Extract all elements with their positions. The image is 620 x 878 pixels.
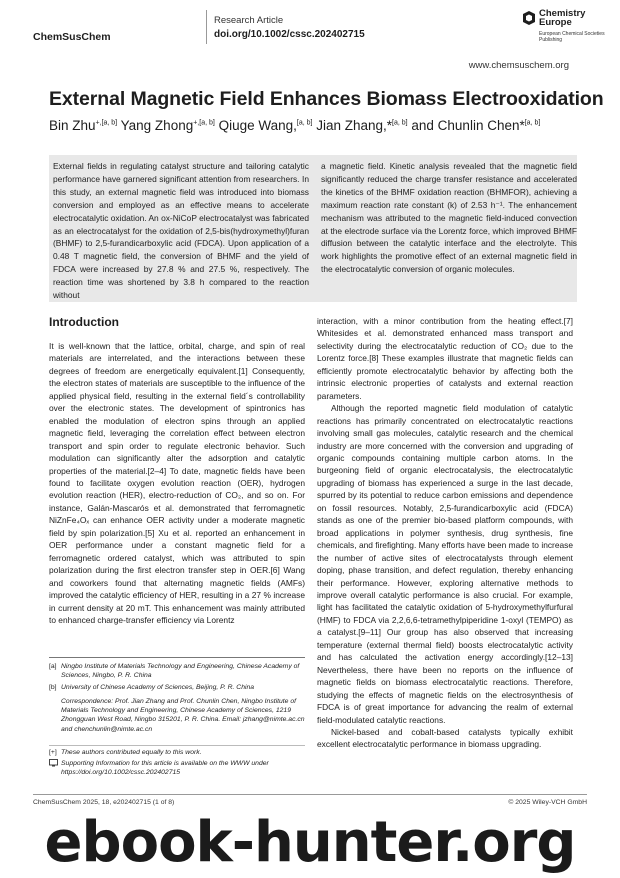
doi-link[interactable]: doi.org/10.1002/cssc.202402715 [214, 29, 365, 40]
affiliation-b [49, 683, 305, 692]
author-name: Yang Zhong [120, 118, 194, 133]
author-list [49, 118, 540, 133]
article-type: Research Article [214, 15, 284, 26]
abstract-text-right: a magnetic field. Kinetic analysis revealed that the magnetic field significantly reduced the charge transfer resistance and accelerated the kinetics of the BHMF oxidation reaction (BHMFOR), achieving a maximum reaction rate constant (k) of 2.53 h⁻¹. The enhancement mechanism was attributed to the magnetic field-induced convection at the electrode surface via the Lorentz force, which improved BHMF diffusion between the catalytic interface and the electrolyte. This work highlights the promotive effect of an external magnetic field in the electrocatalytic conversion of organic molecules. [321, 161, 577, 275]
publisher-name [539, 9, 585, 27]
intro-paragraph-1-cont: interaction, with a minor contribution from the heating effect.[7] Whitesides et al. demonstrated enhanced mass transport and selectivity during the electrocatalytic reduction of CO₂ due to the Lorentz force.[8] These examples illustrate that magnetic fields can efficiently promote electrocatalytic behavior by affecting both the intrinsic electronic properties of catalysts and external reaction parameters. [317, 316, 573, 401]
intro-paragraph-1: It is well-known that the lattice, orbital, charge, and spin of real materials are interrelated, and the interactions between these degrees of freedom are energetically equivalent.[1] Consequently, the electron states of materials are susceptible to the influence of the applied physical field, resulting in the external field´s controllability over the electronic states. The development of spintronics has enabled the modulation of electron spins through an applied magnetic field, leveraging the correlation effect between electron transport and spin order to regulate electronic behavior. Such modulation can significantly alter the adsorption and catalytic properties of the material.[2–4] To date, magnetic fields have been found to facilitate oxygen evolution reaction (OER), hydrogen evolution reaction (HER), electro-reduction of CO₂, and so on. For instance, Galán-Mascarós et al. demonstrated that ferromagnetic NiZnFe₄Oₓ can enhance OER activity under a moderate magnetic field by spin polarization.[5] Xu et al. reported an enhancement in OER performance under a constant magnetic field for a ferromagnetic ordered catalyst, which was attributed to spin polarization during the first electron transfer step in OER.[6] Wang and coworkers found that alternating magnetic fields (AMFs) improved the catalytic efficiency of HER, resulting in a 27 % increase in current density at 20 mT. This enhancement was mainly attributed to enhanced charge-transfer efficiency via Lorentz [49, 341, 305, 625]
article-title: External Magnetic Field Enhances Biomass Electrooxidation [49, 88, 604, 110]
footer-divider [33, 794, 587, 795]
author-affil: +,[a, b] [193, 119, 215, 127]
abstract-right-column [317, 160, 581, 276]
footnote-divider-2 [49, 745, 305, 746]
equal-contribution-text: These authors contributed equally to this work. [61, 749, 202, 756]
author-affil: [a, b] [392, 119, 408, 127]
correspondence-note [49, 697, 305, 734]
footnote-divider [49, 657, 305, 658]
supporting-info-note [49, 759, 305, 777]
affiliation-label: [a] [49, 663, 57, 670]
publisher-subtitle: European Chemical Societies Publishing [539, 31, 605, 43]
affiliation-a [49, 662, 305, 680]
abstract-text-left: External fields in regulating catalyst structure and tailoring catalytic performance have garnered significant attention from researchers. In this study, an external magnetic field was introduced into biomass conversion and employed as an effective means to accelerate electrocatalytic oxidation. An ox-NiCoP electrocatalyst was fabricated as an electrocatalyst for the oxidation of 2,5-bis(hydroxymethyl)furan (BHMF) to 2,5-furandicarboxylic acid (FDCA). Upon application of a 0.48 T magnetic field, the conversion of BHMF and the yield of FDCA were increased by 27.8 % and 27.5 %, respectively. The reaction time was shortened by 3.8 h compared to the reaction without [53, 161, 309, 301]
correspondence-text: Correspondence: Prof. Jian Zhang and Prof. Chunlin Chen, Ningbo Institute of Materials Technology and Engineering, Chinese Academy of Sciences, 1219 Zhongguan West Road, Ningbo 315201, P. R. China. Email: jzhang@nimte.ac.cn and chenchunlin@nimte.ac.cn [61, 698, 305, 733]
author-name: Qiuge Wang, [218, 118, 297, 133]
body-left-column [49, 340, 305, 626]
page-citation: ChemSusChem 2025, 18, e202402715 (1 of 8) [33, 799, 175, 806]
publisher-name-line2: Europe [539, 17, 572, 28]
publisher-name-line1: Chemistry [539, 8, 586, 19]
author-affil: [a, b] [296, 119, 313, 127]
journal-name: ChemSusChem [33, 31, 111, 43]
intro-paragraph-3: Nickel-based and cobalt-based catalysts typically exhibit excellent electrocatalytic performance in biomass upgrading. [317, 726, 573, 750]
monitor-icon [49, 759, 58, 770]
section-heading-introduction: Introduction [49, 315, 119, 329]
author-affil: +,[a, b] [95, 119, 118, 127]
affiliation-label: [b] [49, 684, 57, 691]
affiliation-text: Ningbo Institute of Materials Technology and Engineering, Chinese Academy of Sciences, Ningbo, P. R. China [61, 663, 300, 680]
watermark: ebook-hunter.org [44, 810, 576, 875]
author-name: Jian Zhang,* [316, 118, 393, 133]
author-affil: [a, b] [524, 119, 541, 127]
author-name: Bin Zhu [49, 118, 96, 133]
equal-contribution-note [49, 748, 305, 757]
affiliation-text: University of Chinese Academy of Sciences, Beijing, P. R. China [61, 684, 255, 691]
equal-contribution-label: [+] [49, 749, 57, 756]
journal-website[interactable]: www.chemsuschem.org [468, 60, 569, 71]
author-name: and Chunlin Chen* [411, 118, 525, 133]
copyright: © 2025 Wiley-VCH GmbH [508, 799, 587, 806]
header-divider [206, 10, 207, 44]
supporting-info-text: Supporting Information for this article is available on the WWW under https://doi.org/10.1002/cssc.202402715 [61, 760, 269, 777]
chemistry-europe-icon [522, 11, 536, 25]
intro-paragraph-2: Although the reported magnetic field modulation of catalytic reactions has primarily concentrated on electrocatalytic reactions involving small gas molecules, catalytic research and the chemical industry are more concerned with the conversion and upgrading of organic compounds containing multiple carbon atoms. In the burgeoning field of organic electrocatalysis, the electrocatalytic upgrading of biomass has experienced a surge in the last decade, spurred by its potential to reduce carbon emissions and dependence on fossil resources. Notably, 2,5-furandicarboxylic acid (FDCA) stands as one of the premier bio-based platform compounds, with broad applications in polymer synthesis, drug synthesis, fine chemicals, and firefighting. Many efforts have been made to increase the number of active sites of electrocatalysts through element doping, phase transition, and defect regulation, thereby enhancing their performance. However, exploring alternative methods to improve overall catalytic performance is also crucial. For example, light has facilitated the catalytic oxidation of 5-hydroxymethylfurfural (HMF) to FDCA via 2,2,6,6-tetramethylpiperidine 1-oxyl (TEMPO) as a catalyst.[9–11] Our group has also observed that increasing temperature (external thermal field) boosts electrocatalytic activity and has calculated the activation energy accordingly.[12–13] Nevertheless, there have been no reports on the influence of magnetic fields on biomass electrocatalytic reactions. Therefore, studying the effects of magnetic fields on the electrosynthesis of FDCA is of great importance for advancing the realm of external field-modulated catalytic reactions. [317, 403, 573, 725]
body-right-column [317, 315, 573, 751]
abstract-left-column [49, 160, 313, 302]
